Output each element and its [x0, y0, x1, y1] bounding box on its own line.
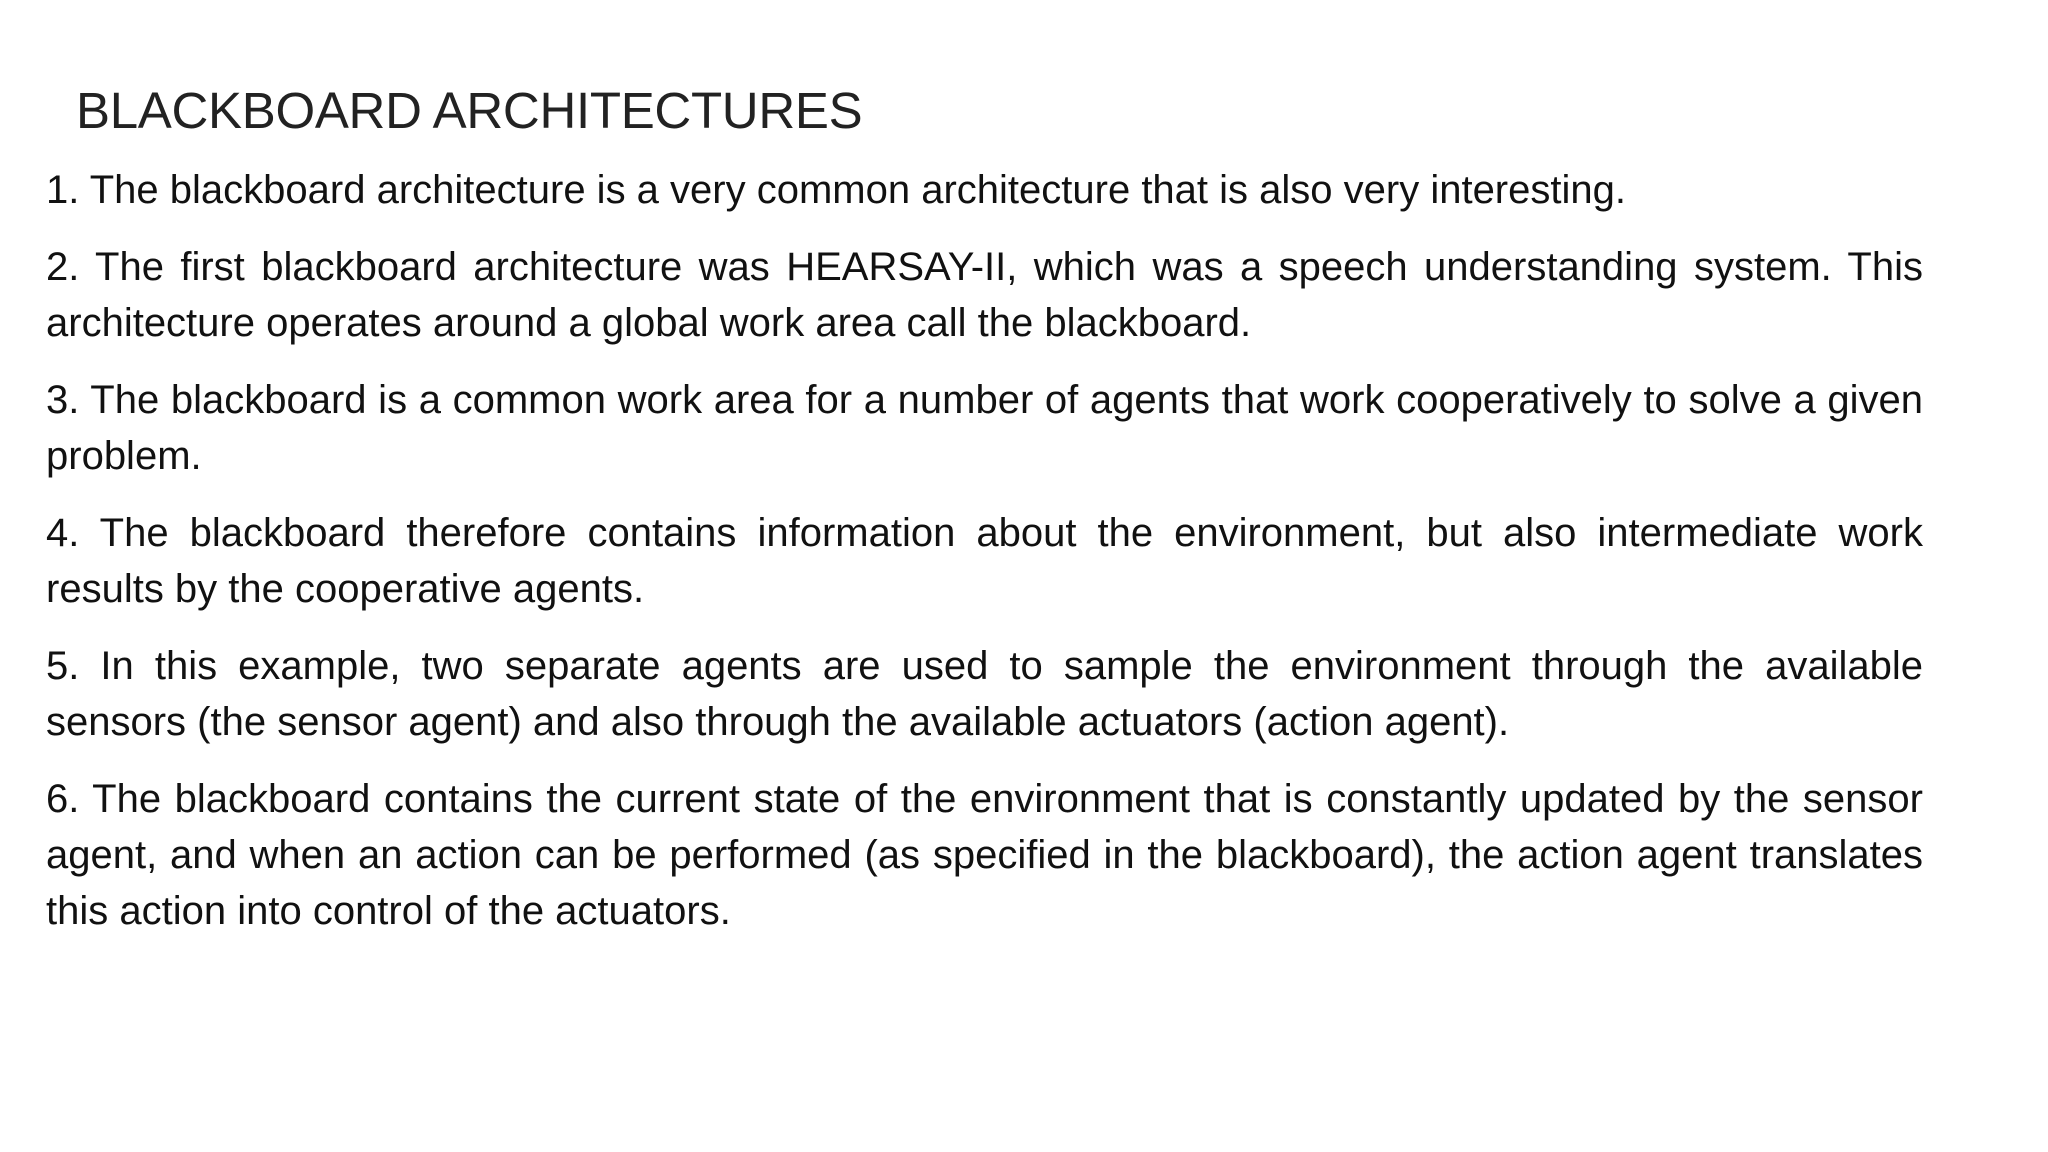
point-6: 6. The blackboard contains the current state of the environment that is constantly updated by the sensor agent, and when an action can be performed (as specified in the blackboard), the action agent translates this action into control of the actuators. — [46, 777, 1923, 933]
point-4: 4. The blackboard therefore contains information about the environment, but also intermediate work results by the cooperative agents. — [46, 511, 1923, 611]
slide-title: BLACKBOARD ARCHITECTURES — [76, 82, 863, 139]
point-3: 3. The blackboard is a common work area for a number of agents that work cooperatively to solve a given problem. — [46, 378, 1923, 478]
point-1: 1. The blackboard architecture is a very common architecture that is also very interesting. — [46, 168, 1626, 212]
slide-body — [46, 162, 1923, 960]
point-2: 2. The first blackboard architecture was HEARSAY-II, which was a speech understanding system. This architecture operates around a global work area call the blackboard. — [46, 245, 1923, 345]
point-5: 5. In this example, two separate agents are used to sample the environment through the available sensors (the sensor agent) and also through the available actuators (action agent). — [46, 644, 1923, 744]
